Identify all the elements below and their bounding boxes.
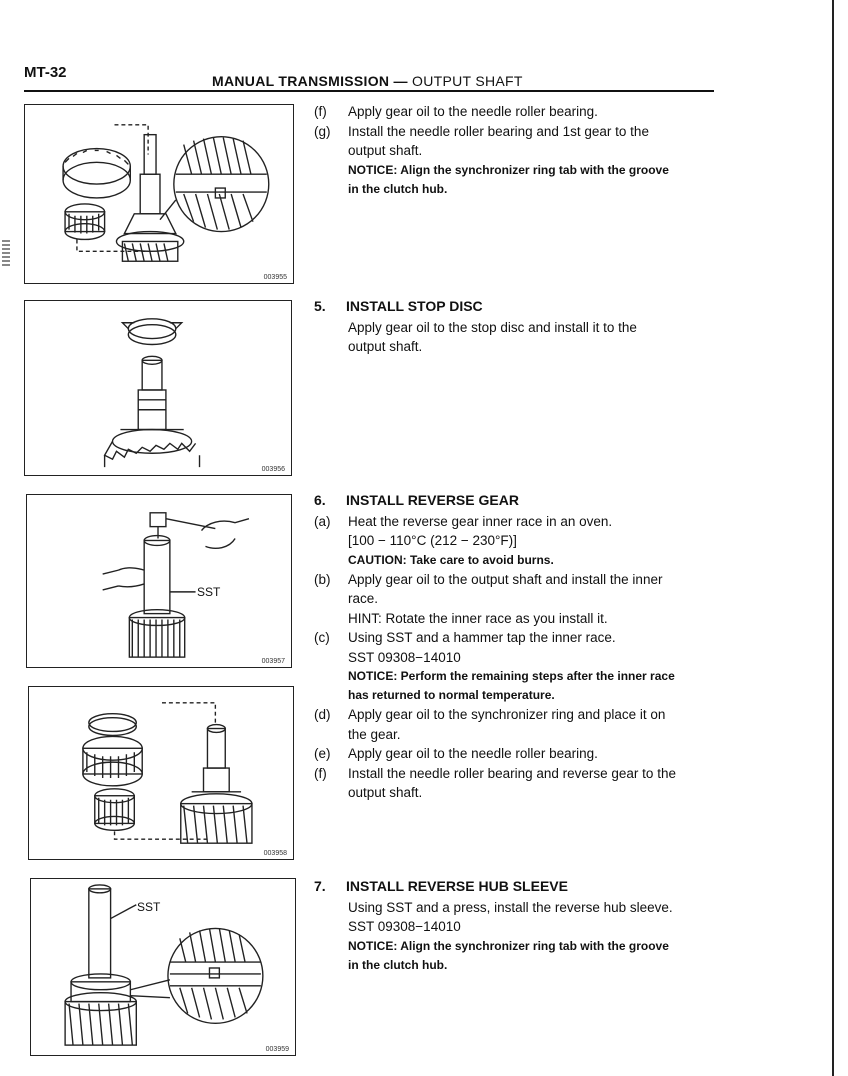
- figure-stop-disc: [24, 300, 292, 476]
- page-edge-line: [832, 0, 834, 1076]
- step-text: Apply gear oil to the needle roller bearing.: [348, 104, 598, 119]
- figure-code: 003956: [261, 466, 285, 473]
- section-text: Using SST and a press, install the reverse hub sleeve.: [348, 899, 673, 915]
- step-mark: (g): [314, 123, 331, 139]
- section-text: Apply gear oil to the stop disc and install it to the: [348, 319, 637, 335]
- step-a: [314, 512, 719, 532]
- title-main: MANUAL TRANSMISSION: [212, 73, 390, 89]
- notice-text: NOTICE: Perform the remaining steps after the inner race: [348, 669, 675, 683]
- figure-hub-sleeve-sst: [30, 878, 296, 1056]
- step-mark: (d): [314, 707, 331, 722]
- caution-text: CAUTION: Take care to avoid burns.: [348, 552, 554, 567]
- step-mark: (b): [314, 571, 331, 587]
- section-number: 5.: [314, 298, 326, 314]
- sst-label: SST: [197, 585, 221, 599]
- figure-1-drawing: [25, 105, 293, 283]
- header-rule: [24, 90, 714, 92]
- step-text: Apply gear oil to the needle roller bearing.: [348, 746, 598, 761]
- step-mark: (e): [314, 746, 331, 761]
- step-mark: (f): [314, 104, 327, 119]
- step-c: [314, 628, 719, 648]
- step-f: [314, 102, 719, 122]
- section-heading: [314, 877, 719, 897]
- step-b: [314, 570, 719, 590]
- sst-number: SST 09308−14010: [348, 919, 461, 934]
- margin-mark: [2, 240, 10, 266]
- section-heading: [314, 491, 719, 511]
- figure-reverse-gear-assembly: [28, 686, 294, 860]
- figure-2-drawing: [25, 301, 291, 475]
- title-sub: OUTPUT SHAFT: [412, 73, 523, 89]
- sst-label: SST: [137, 900, 161, 914]
- title-separator: —: [389, 73, 413, 89]
- section-number: 7.: [314, 878, 326, 894]
- figure-hammer-sst: [26, 494, 292, 668]
- step-text-cont: the gear.: [348, 726, 401, 742]
- step-e: [314, 744, 719, 764]
- page-title: [212, 73, 523, 89]
- step-text-cont: race.: [348, 591, 379, 606]
- notice-text: in the clutch hub.: [348, 181, 448, 196]
- section-7: [314, 877, 719, 975]
- notice-text: in the clutch hub.: [348, 957, 448, 972]
- figure-4-drawing: [29, 687, 293, 859]
- step-text-cont: output shaft.: [348, 143, 423, 158]
- figure-5-drawing: [31, 879, 295, 1055]
- step-mark: (c): [314, 630, 330, 645]
- section-text: output shaft.: [348, 339, 423, 354]
- section-title: INSTALL REVERSE GEAR: [346, 492, 519, 508]
- step-text-cont: output shaft.: [348, 785, 423, 800]
- step-text: Install the needle roller bearing and reverse gear to the: [348, 765, 676, 781]
- section-6: [314, 491, 719, 803]
- page-code: MT-32: [24, 64, 67, 81]
- step-mark: (a): [314, 513, 331, 529]
- section-title: INSTALL STOP DISC: [346, 298, 483, 314]
- figure-code: 003957: [261, 658, 285, 665]
- figure-code: 003958: [263, 850, 287, 857]
- section-number: 6.: [314, 492, 326, 508]
- steps-f-g: [314, 102, 719, 199]
- section-5: [314, 297, 719, 357]
- notice-text: NOTICE: Align the synchronizer ring tab with the groove: [348, 938, 669, 953]
- step-d: [314, 705, 719, 725]
- step-mark: (f): [314, 765, 327, 781]
- section-title: INSTALL REVERSE HUB SLEEVE: [346, 878, 568, 894]
- temperature-spec: [100 − 110°C (212 − 230°F)]: [348, 533, 517, 548]
- step-text: Apply gear oil to the synchronizer ring and place it on: [348, 707, 666, 722]
- figure-code: 003955: [263, 274, 287, 281]
- section-heading: [314, 297, 719, 317]
- step-text: Using SST and a hammer tap the inner race.: [348, 630, 616, 645]
- step-f: [314, 764, 719, 784]
- notice-text: NOTICE: Align the synchronizer ring tab with the groove: [348, 162, 669, 177]
- hint-text: HINT: Rotate the inner race as you install it.: [348, 610, 608, 626]
- step-text: Install the needle roller bearing and 1st gear to the: [348, 123, 649, 139]
- sst-number: SST 09308−14010: [348, 649, 461, 665]
- notice-text: has returned to normal temperature.: [348, 688, 555, 702]
- figure-3-drawing: [27, 495, 291, 667]
- figure-code: 003959: [265, 1046, 289, 1053]
- step-text: Apply gear oil to the output shaft and install the inner: [348, 571, 663, 587]
- figure-needle-bearing-1st-gear: [24, 104, 294, 284]
- step-g: [314, 122, 719, 142]
- step-text: Heat the reverse gear inner race in an oven.: [348, 513, 613, 529]
